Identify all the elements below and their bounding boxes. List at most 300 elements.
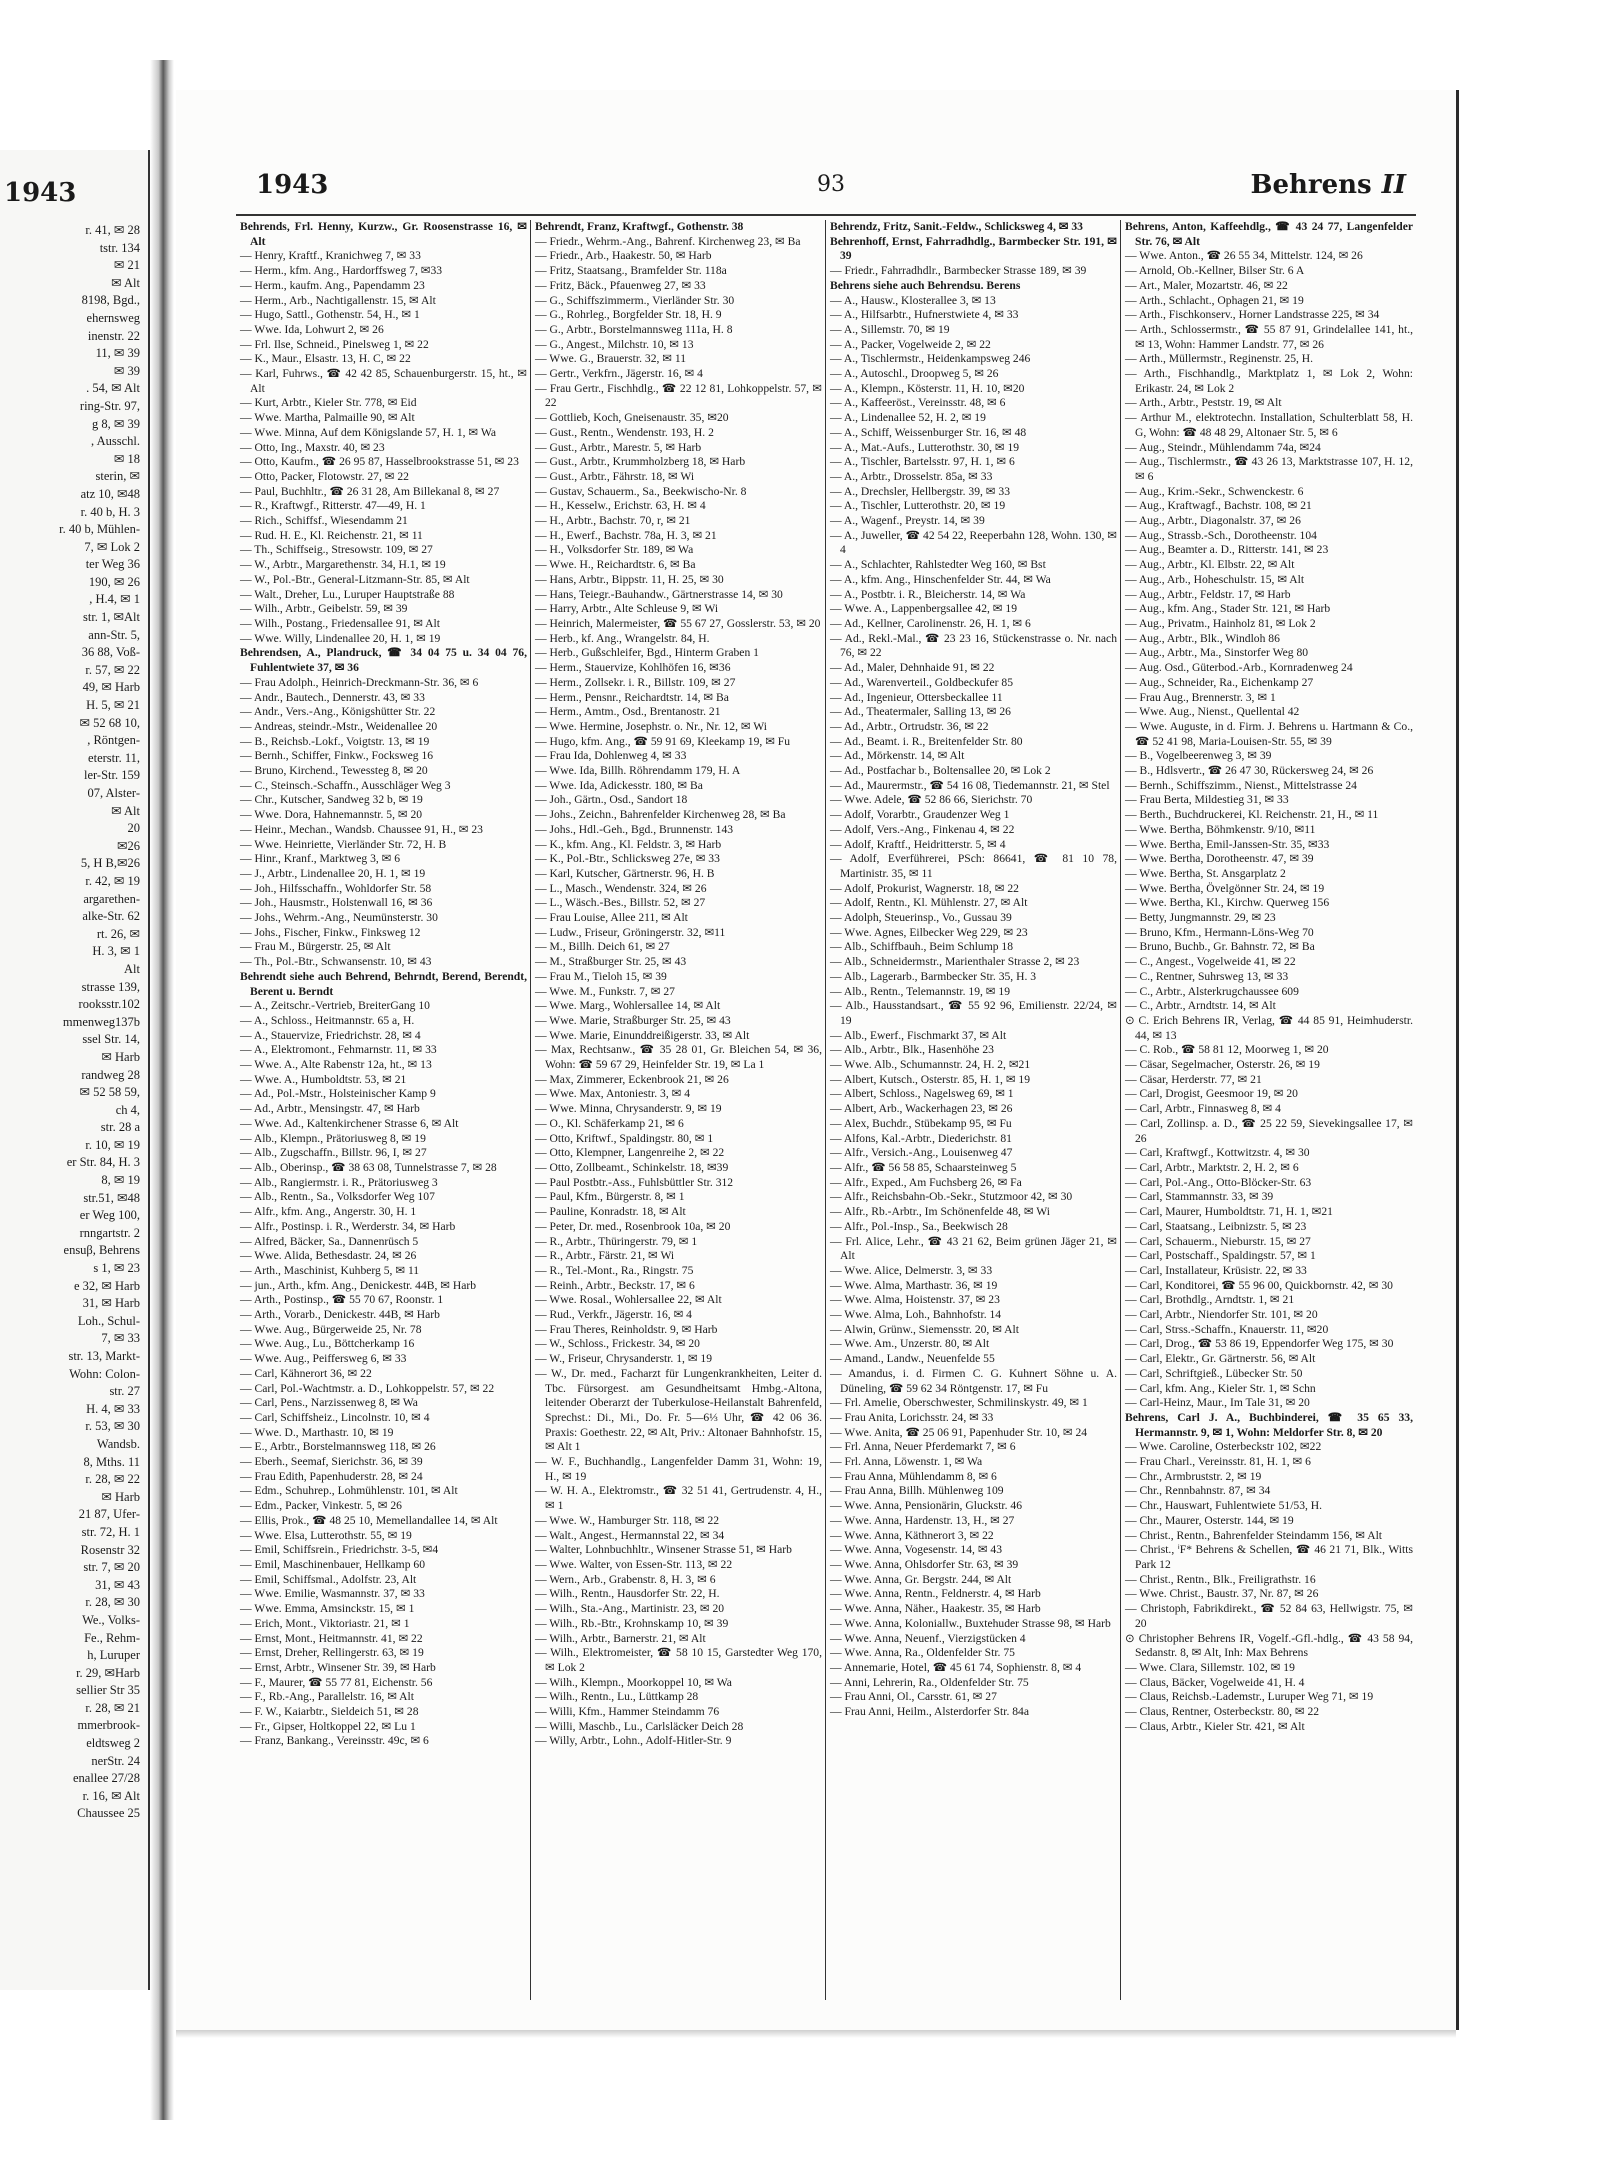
directory-entry: — Alb., Ewerf., Fischmarkt 37, ✉ Alt (830, 1028, 1007, 1042)
directory-entry: — Ad., Theatermaler, Salling 13, ✉ 26 (830, 705, 1011, 719)
directory-entry: — Herm., Pensnr., Reichardtstr. 14, ✉ Ba (535, 690, 729, 704)
directory-entry: — Otto, Kaufm., ☎ 26 95 87, Hasselbrookstrasse 51, ✉ 23 (240, 455, 519, 469)
directory-entry: — Frl. Ilse, Schneid., Pinelsweg 1, ✉ 22 (240, 337, 429, 351)
directory-entry: — Otto, Ing., Maxstr. 40, ✉ 23 (240, 440, 385, 454)
directory-entry: — Wwe. Bertha, Övelgönner Str. 24, ✉ 19 (1125, 881, 1325, 895)
directory-entry: — A., Drechsler, Hellbergstr. 39, ✉ 33 (830, 484, 1011, 498)
directory-entry: — Aug., Tischlermstr., ☎ 43 26 13, Marktstrasse 107, H. 12, ✉ 6 (1125, 455, 1413, 483)
facing-page-fragment: ring-Str. 97, (79, 398, 140, 413)
directory-entry: — Albert, Arb., Wackerhagen 23, ✉ 26 (830, 1102, 1013, 1116)
directory-entry: — Frau Adolph., Heinrich-Dreckmann-Str. 36, ✉ 6 (240, 675, 479, 689)
directory-entry: — W. F., Buchhandlg., Langenfelder Damm 31, Wohn: 19, H., ✉ 19 (535, 1455, 822, 1483)
directory-entry: Behrens siehe auch Behrendsu. Berens (830, 278, 1021, 292)
directory-entry: — H., Volksdorfer Str. 189, ✉ Wa (535, 543, 694, 557)
directory-entry: — Heinrich, Malermeister, ☎ 55 67 27, Gosslerstr. 53, ✉ 20 (535, 616, 821, 630)
facing-page-fragment: r. 40 b, Mühlen- (59, 522, 140, 537)
directory-entry: — M., Billh. Deich 61, ✉ 27 (535, 940, 670, 954)
facing-page-fragment: h, Luruper (87, 1648, 140, 1663)
facing-page-fragment: mmenweg137b (62, 1014, 140, 1029)
directory-entry: — A., Wagenf., Preystr. 14, ✉ 39 (830, 514, 985, 528)
directory-entry: — Aug., Krim.-Sekr., Schwenckestr. 6 (1125, 484, 1304, 498)
directory-entry: — Frau Aug., Brennerstr. 3, ✉ 1 (1125, 690, 1276, 704)
directory-entry: — A., Packer, Vogelweide 2, ✉ 22 (830, 337, 991, 351)
directory-entry: — Arnold, Ob.-Kellner, Bilser Str. 6 A (1125, 264, 1305, 278)
directory-entry: — Wilh., Rentn., Hausdorfer Str. 22, H. (535, 1587, 720, 1601)
directory-entry: — Ad., Postfachar b., Boltensallee 20, ✉ Lok 2 (830, 764, 1051, 778)
directory-entry: — Ad., Maurermstr., ☎ 54 16 08, Tiedemannstr. 21, ✉ Stel (830, 778, 1110, 792)
directory-entry: — Willi, Kfm., Hammer Steindamm 76 (535, 1705, 720, 1719)
directory-entry: — Carl, Strss.-Schaffn., Knauerstr. 11, ✉20 (1125, 1322, 1329, 1336)
facing-page-fragment: Alt (124, 961, 140, 976)
directory-entry: — Carl, Drogist, Geesmoor 19, ✉ 20 (1125, 1087, 1298, 1101)
facing-page-fragment: 11, ✉ 39 (95, 346, 140, 361)
directory-entry: — Ad., Pol.-Mstr., Holsteinischer Kamp 9 (240, 1087, 436, 1101)
directory-entry: — K., Pol.-Btr., Schlicksweg 27e, ✉ 33 (535, 852, 720, 866)
column-4 (1121, 220, 1416, 2000)
directory-entry: — Aug., Steindr., Mühlendamm 74a, ✉24 (1125, 440, 1321, 454)
directory-entry: — Carl, Elektr., Gr. Gärtnerstr. 56, ✉ Alt (1125, 1352, 1316, 1366)
directory-entry: — Herm., Stauervize, Kohlhöfen 16, ✉36 (535, 661, 731, 675)
directory-entry: — R., Arbtr., Färstr. 21, ✉ Wi (535, 1249, 675, 1263)
facing-page-fragments (0, 222, 140, 1823)
directory-entry: — Carl, Schauerm., Nieburstr. 15, ✉ 27 (1125, 1234, 1311, 1248)
directory-entry: — Alb., Rentn., Sa., Volksdorfer Weg 107 (240, 1190, 435, 1204)
directory-entry: — A., Sillemstr. 70, ✉ 19 (830, 322, 950, 336)
directory-entry: — Johs., Hdl.-Geh., Bgd., Brunnenstr. 143 (535, 822, 734, 836)
facing-page-fragment: eldtsweg 2 (86, 1736, 140, 1751)
facing-page-fragment: atz 10, ✉48 (80, 486, 140, 501)
facing-page-fragment: H. 3, ✉ 1 (92, 944, 140, 959)
directory-entry: — A., Hausw., Klosterallee 3, ✉ 13 (830, 293, 996, 307)
directory-entry: — Otto, Zollbeamt., Schinkelstr. 18, ✉39 (535, 1161, 729, 1174)
directory-entry: — Wwe. Bertha, St. Ansgarplatz 2 (1125, 866, 1286, 880)
directory-entry: — A., Zeitschr.-Vertrieb, BreiterGang 10 (240, 999, 430, 1013)
directory-entry: — Ad., Warenverteil., Goldbeckufer 85 (830, 675, 1014, 689)
directory-entry: — Arth., Fischhandlg., Marktplatz 1, ✉ Lok 2, Wohn: Erikastr. 24, ✉ Lok 2 (1125, 367, 1413, 395)
directory-entry: — Alex, Buchdr., Stübekamp 95, ✉ Fu (830, 1116, 1012, 1130)
directory-entry: — Hugo, kfm. Ang., ☎ 59 91 69, Kleekamp 19, ✉ Fu (535, 734, 791, 748)
directory-entry: — Chr., Armbruststr. 2, ✉ 19 (1125, 1469, 1262, 1483)
directory-entry: — Wwe. Heinriette, Vierländer Str. 72, H. B (240, 837, 447, 851)
directory-entry: — Alfr., Rb.-Arbtr., Im Schönenfelde 48, ✉ Wi (830, 1205, 1050, 1219)
directory-entry: — Frl. Alice, Lehr., ☎ 43 21 62, Beim grünen Jäger 21, ✉ Alt (830, 1234, 1117, 1263)
directory-entry: — G., Schiffszimmerm., Vierländer Str. 30 (535, 293, 735, 307)
facing-page-fragment: r. 42, ✉ 19 (85, 873, 140, 888)
directory-entry: — Aug., Arbtr., Feldstr. 17, ✉ Harb (1125, 587, 1291, 601)
directory-entry: — Wwe. Martha, Palmaille 90, ✉ Alt (240, 411, 415, 425)
facing-page-fragment: r. 28, ✉ 21 (85, 1700, 140, 1715)
directory-entry: — Carl, Arbtr., Niendorfer Str. 101, ✉ 20 (1125, 1308, 1318, 1322)
facing-page-fragment: tstr. 134 (99, 240, 140, 255)
directory-entry: — Frau Berta, Mildestieg 31, ✉ 33 (1125, 793, 1289, 807)
directory-entry: — C., Arbtr., Arndtstr. 14, ✉ Alt (1125, 999, 1276, 1013)
facing-page-fragment: 36 88, Voß- (81, 645, 140, 660)
directory-entry: — Th., Pol.-Btr., Schwansenstr. 10, ✉ 43 (240, 955, 432, 969)
directory-entry: — F. W., Kaiarbtr., Sieldeich 51, ✉ 28 (240, 1705, 419, 1719)
directory-entry: — Wwe. Anna, Ohlsdorfer Str. 63, ✉ 39 (830, 1557, 1019, 1571)
directory-entry: — Frau M., Tieloh 15, ✉ 39 (535, 969, 667, 983)
facing-page-fragment: 20 (127, 821, 140, 836)
directory-entry: — Alb., Klempn., Prätoriusweg 8, ✉ 19 (240, 1131, 426, 1145)
directory-entry: — J., Arbtr., Lindenallee 20, H. 1, ✉ 19 (240, 866, 426, 880)
directory-entry: — Hugo, Sattl., Gothenstr. 54, H., ✉ 1 (240, 308, 420, 322)
directory-entry: — Willy, Arbtr., Lohn., Adolf-Hitler-Str. 9 (535, 1734, 732, 1748)
directory-entry: — Frau Louise, Allee 211, ✉ Alt (535, 911, 688, 925)
directory-entry: — Wilh., Arbtr., Barnerstr. 21, ✉ Alt (535, 1631, 706, 1645)
facing-page-fragment: Rosenstr 32 (80, 1542, 140, 1557)
directory-entry: — Wwe. Dora, Hahnemannstr. 5, ✉ 20 (240, 808, 423, 822)
directory-entry: — Alb., Oberinsp., ☎ 38 63 08, Tunnelstrasse 7, ✉ 28 (240, 1161, 497, 1174)
directory-entry: — R., Kraftwgf., Ritterstr. 47—49, H. 1 (240, 499, 426, 513)
directory-entry: — W. H. A., Elektromstr., ☎ 32 51 41, Gertrudenstr. 4, H., ✉ 1 (535, 1484, 822, 1513)
directory-entry: — Carl, Schiffsheiz., Lincolnstr. 10, ✉ 4 (240, 1410, 430, 1424)
directory-entry: — Wwe. Bertha, Emil-Janssen-Str. 35, ✉33 (1125, 837, 1330, 851)
directory-entry: — Carl, Installateur, Krüsistr. 22, ✉ 33 (1125, 1263, 1307, 1277)
directory-entry: — Herm., kfm. Ang., Hardorffsweg 7, ✉33 (240, 264, 443, 278)
directory-entry: Behrendsen, A., Plandruck, ☎ 34 04 75 u. 34 04 76, Fuhlentwiete 37, ✉ 36 (240, 646, 527, 675)
directory-entry: — Carl-Heinz, Maur., Im Tale 31, ✉ 20 (1125, 1396, 1310, 1410)
directory-entry: — A., Autoschl., Droopweg 5, ✉ 26 (830, 367, 999, 381)
facing-page-fragment: 49, ✉ Harb (82, 680, 140, 695)
directory-entry: — B., Hdlsvertr., ☎ 26 47 30, Rückersweg 24, ✉ 26 (1125, 764, 1374, 778)
page-shadow (176, 2030, 1456, 2038)
facing-page-fragment: ✉26 (117, 838, 140, 853)
directory-entry: — Wwe. Alma, Loh., Bahnhofstr. 14 (830, 1308, 1002, 1322)
directory-entry: — Bruno, Kirchend., Tewessteg 8, ✉ 20 (240, 764, 428, 778)
directory-entry: — Aug., Kraftwagf., Bachstr. 108, ✉ 21 (1125, 499, 1312, 513)
directory-entry: — Wwe. Clara, Sillemstr. 102, ✉ 19 (1125, 1660, 1295, 1674)
volume-number: II (1381, 170, 1406, 200)
directory-entry: — Edm., Schuhrep., Lohmühlenstr. 101, ✉ Alt (240, 1484, 458, 1498)
directory-entry: — Wwe. W., Hamburger Str. 118, ✉ 22 (535, 1513, 720, 1527)
directory-entry: — Wwe. Ida, Lohwurt 2, ✉ 26 (240, 322, 384, 336)
directory-entry: — Wwe. Marie, Einunddreißigerstr. 33, ✉ Alt (535, 1028, 750, 1042)
directory-entry: — A., Elektromont., Fehmarnstr. 11, ✉ 33 (240, 1043, 437, 1057)
directory-entry: — Frau Edith, Papenhuderstr. 28, ✉ 24 (240, 1469, 423, 1483)
directory-entry: — Alfons, Kal.-Arbtr., Diederichstr. 81 (830, 1131, 1012, 1145)
directory-entry: — Claus, Rentner, Osterbeckstr. 80, ✉ 22 (1125, 1705, 1320, 1719)
directory-entry: — Adolf, Rentn., Kl. Mühlenstr. 27, ✉ Alt (830, 896, 1028, 910)
directory-entry: ⊙ C. Erich Behrens IR, Verlag, ☎ 44 85 91, Heimhuderstr. 44, ✉ 13 (1125, 1013, 1413, 1042)
directory-entry: — Gertr., Verkfrn., Jägerstr. 16, ✉ 4 (535, 367, 703, 381)
directory-entry: — Carl, Schriftgieß., Lübecker Str. 50 (1125, 1366, 1303, 1380)
directory-entry: — A., Tischler, Lutterothstr. 20, ✉ 19 (830, 499, 1006, 513)
directory-entry: — Anni, Lehrerin, Ra., Oldenfelder Str. 75 (830, 1675, 1029, 1689)
directory-entry: — Adolf, Prokurist, Wagnerstr. 18, ✉ 22 (830, 881, 1019, 895)
facing-page-fragment: r. 53, ✉ 30 (85, 1419, 140, 1434)
directory-entry: — Adolph, Steuerinsp., Vo., Gussau 39 (830, 911, 1012, 925)
directory-entry: — Alfred, Bäcker, Sa., Dannenrüsch 5 (240, 1234, 419, 1248)
directory-entry: — Frl. Anna, Neuer Pferdemarkt 7, ✉ 6 (830, 1440, 1016, 1454)
directory-entry: — Frau Anna, Mühlendamm 8, ✉ 6 (830, 1469, 997, 1483)
header-rule (236, 214, 1416, 216)
directory-entry: — Carl, Drog., ☎ 53 86 19, Eppendorfer Weg 175, ✉ 30 (1125, 1337, 1394, 1351)
directory-entry: — Otto, Klempner, Langenreihe 2, ✉ 22 (535, 1146, 725, 1160)
directory-entry: — Wwe. Am., Unzerstr. 80, ✉ Alt (830, 1337, 990, 1351)
directory-entry: — C., Arbtr., Alsterkrugchaussee 609 (1125, 984, 1299, 998)
directory-entry: — Gust., Arbtr., Krummholzberg 18, ✉ Harb (535, 455, 746, 469)
directory-entry: — Wwe. Bertha, Dorotheenstr. 47, ✉ 39 (1125, 852, 1314, 866)
facing-page-fragment: str. 28 a (100, 1120, 140, 1135)
directory-entry: — Chr., Kutscher, Sandweg 32 b, ✉ 19 (240, 793, 423, 807)
directory-entry: — Walter, Lohnbuchhltr., Winsener Strasse 51, ✉ Harb (535, 1543, 792, 1557)
column-2 (531, 220, 826, 2000)
directory-entry: — C., Rentner, Suhrsweg 13, ✉ 33 (1125, 969, 1289, 983)
directory-entry: — Wwe. G., Brauerstr. 32, ✉ 11 (535, 352, 687, 366)
directory-entry: — W., Friseur, Chrysanderstr. 1, ✉ 19 (535, 1352, 713, 1366)
directory-entry: — G., Arbtr., Borstelmannsweg 111a, H. 8 (535, 322, 733, 336)
directory-entry: — Wwe. Minna, Chrysanderstr. 9, ✉ 19 (535, 1102, 722, 1116)
directory-entry: — Carl, Maurer, Humboldtstr. 71, H. 1, ✉21 (1125, 1205, 1333, 1219)
facing-page-fragment: ✉ Alt (111, 275, 140, 290)
directory-entry: — Wwe. Aug., Peiffersweg 6, ✉ 33 (240, 1352, 407, 1366)
directory-entry: — Ad., Beamt. i. R., Breitenfelder Str. 80 (830, 734, 1023, 748)
directory-entry: — Chr., Hauswart, Fuhlentwiete 51/53, H. (1125, 1499, 1323, 1513)
directory-entry: — Carl, Staatsang., Leibnizstr. 5, ✉ 23 (1125, 1219, 1307, 1233)
directory-entry: — Frau Anna, Billh. Mühlenweg 109 (830, 1484, 1004, 1498)
directory-entry: — Ellis, Prok., ☎ 48 25 10, Memellandallee 14, ✉ Alt (240, 1513, 498, 1527)
directory-entry: — Rud. H. E., Kl. Reichenstr. 21, ✉ 11 (240, 528, 423, 542)
directory-entry: — Frl. Amelie, Oberschwester, Schmilinskystr. 49, ✉ 1 (830, 1396, 1088, 1410)
directory-entry: — Wwe. Anton., ☎ 26 55 34, Mittelstr. 124, ✉ 26 (1125, 249, 1363, 263)
directory-entry: — W., Dr. med., Facharzt für Lungenkrankheiten, Leiter d. Tbc. Fürsorgest. am Gesundheitsamt Hmbg.-Altona, leitender Oberarzt der Tuberkulose-Heilanstalt Bahrenfeld, Sprechst.: Di., Mi., Do. Fr. 5—6⅓ Uhr, ☎ 42 06 36. Praxis: Goethestr. 22, ✉ Alt, Priv.: Altonaer Bahnhofstr. 15, ✉ Alt 1 (535, 1366, 822, 1454)
directory-entry: — Wwe. D., Marthastr. 10, ✉ 19 (240, 1425, 394, 1439)
directory-entry: — B., Reichsb.-Lokf., Voigtstr. 13, ✉ 19 (240, 734, 430, 748)
directory-entry: — Wilh., Rb.-Btr., Krohnskamp 10, ✉ 39 (535, 1616, 729, 1630)
directory-entry: — Wwe. Max, Antoniestr. 3, ✉ 4 (535, 1087, 691, 1101)
directory-entry: — Wwe. Alida, Bethesdastr. 24, ✉ 26 (240, 1249, 417, 1263)
directory-entry: — Pauline, Konradstr. 18, ✉ Alt (535, 1205, 686, 1219)
facing-page-fragment: 5, H B,✉26 (80, 856, 140, 871)
facing-page-fragment: . 54, ✉ Alt (86, 381, 140, 396)
directory-entry: — Franz, Bankang., Vereinsstr. 49c, ✉ 6 (240, 1734, 429, 1748)
directory-entry: — Wwe. Marg., Wohlersallee 14, ✉ Alt (535, 999, 721, 1013)
directory-entry: — Wwe. A., Lappenbergsallee 42, ✉ 19 (830, 602, 1018, 616)
facing-page-fragment: str. 72, H. 1 (81, 1524, 140, 1539)
facing-page-fragment: str.51, ✉48 (83, 1190, 140, 1205)
facing-page-fragment: 8, ✉ 19 (101, 1173, 140, 1188)
directory-entry: — Harry, Arbtr., Alte Schleuse 9, ✉ Wi (535, 602, 719, 616)
directory-entry: — Alfr., kfm. Ang., Angerstr. 30, H. 1 (240, 1205, 417, 1219)
column-1 (236, 220, 531, 2000)
directory-page (176, 90, 1459, 2030)
directory-entry: — H., Kesselw., Erichstr. 63, H. ✉ 4 (535, 499, 706, 513)
directory-entry: — Wwe. Anna, Neuenf., Vierzigstücken 4 (830, 1631, 1026, 1645)
directory-entry: — Claus, Bäcker, Vogelweide 41, H. 4 (1125, 1675, 1305, 1689)
facing-page-fragment: rooksstr.102 (78, 997, 140, 1012)
directory-entry: — Carl, Brothdlg., Arndtstr. 1, ✉ 21 (1125, 1293, 1295, 1307)
facing-page-fragment: 07, Alster- (87, 786, 140, 800)
directory-entry: — Alfr., ☎ 56 58 85, Schaarsteinweg 5 (830, 1161, 1017, 1174)
facing-page-fragment: s 1, ✉ 23 (93, 1261, 140, 1276)
facing-page-fragment: r. 10, ✉ 19 (85, 1137, 140, 1152)
directory-entry: — Wwe. Bertha, Böhmkenstr. 9/10, ✉11 (1125, 822, 1316, 836)
facing-page-fragment: ✉ 39 (113, 363, 140, 378)
facing-page-fragment: ssel Str. 14, (82, 1032, 140, 1047)
directory-entry: — Wwe. Marie, Straßburger Str. 25, ✉ 43 (535, 1013, 731, 1027)
directory-entry: — Alb., Zugschaffn., Billstr. 96, I, ✉ 27 (240, 1146, 427, 1160)
directory-entry: — jun., Arth., kfm. Ang., Denickestr. 44B, ✉ Harb (240, 1278, 477, 1292)
directory-entry: — Wilh., Klempn., Moorkoppel 10, ✉ Wa (535, 1675, 732, 1689)
facing-page-year: 1943 (4, 178, 77, 208)
directory-entry: — Hinr., Kranf., Marktweg 3, ✉ 6 (240, 852, 401, 866)
directory-entry: — Cäsar, Segelmacher, Osterstr. 26, ✉ 19 (1125, 1058, 1320, 1072)
directory-entry: — Arth., Fischkonserv., Horner Landstrasse 225, ✉ 34 (1125, 308, 1380, 322)
directory-entry: — Gustav, Schauerm., Sa., Beekwischo-Nr. 8 (535, 484, 747, 498)
running-head (1250, 170, 1406, 200)
facing-page-fragment: , Röntgen- (87, 733, 140, 748)
directory-entry: — Wwe. Aug., Nienst., Quellental 42 (1125, 705, 1300, 719)
directory-entry: — Aug. Osd., Güterbod.-Arb., Kornradenweg 24 (1125, 661, 1353, 675)
directory-entry: — Wwe. Anita, ☎ 25 06 91, Papenhuder Str. 10, ✉ 24 (830, 1425, 1088, 1439)
directory-entry: — Wwe. Alice, Delmerstr. 3, ✉ 33 (830, 1263, 993, 1277)
directory-entry: — O., Kl. Schäferkamp 21, ✉ 6 (535, 1116, 684, 1130)
directory-entry: — Arth., Schlacht., Ophagen 21, ✉ 19 (1125, 293, 1304, 307)
directory-entry: — Herm., kaufm. Ang., Papendamm 23 (240, 278, 425, 292)
directory-entry: — Paul, Kfm., Bürgerstr. 8, ✉ 1 (535, 1190, 685, 1204)
directory-entry: — Walt., Angest., Hermannstal 22, ✉ 34 (535, 1528, 725, 1542)
directory-entry: — Carl, Pol.-Wachtmstr. a. D., Lohkoppelstr. 57, ✉ 22 (240, 1381, 495, 1395)
directory-entry: — Alb., Schiffbauh., Beim Schlump 18 (830, 940, 1014, 954)
directory-entry: — Wwe. Emma, Amsinckstr. 15, ✉ 1 (240, 1602, 415, 1616)
directory-entry: — Otto, Packer, Flotowstr. 27, ✉ 22 (240, 469, 409, 483)
directory-entry: — Hans, Arbtr., Bippstr. 11, H. 25, ✉ 30 (535, 572, 724, 586)
facing-page-fragment: ✉ 52 58 59, (79, 1085, 140, 1100)
directory-entry: — A., Schiff, Weissenburger Str. 16, ✉ 48 (830, 425, 1027, 439)
facing-page-fragment: We., Volks- (82, 1612, 140, 1627)
directory-entry: — C. Rob., ☎ 58 81 12, Moorweg 1, ✉ 20 (1125, 1043, 1329, 1057)
directory-entry: — K., Maur., Elsastr. 13, H. C, ✉ 22 (240, 352, 411, 366)
directory-entry: — Th., Schiffseig., Stresowstr. 109, ✉ 27 (240, 543, 433, 557)
directory-entry: — Bernh., Schiffer, Finkw., Focksweg 16 (240, 749, 434, 763)
directory-entry: — Wwe. Ad., Kaltenkirchener Strasse 6, ✉ Alt (240, 1116, 459, 1130)
facing-page-fragment: str. 13, Markt- (68, 1349, 140, 1363)
directory-entry: — Ad., Mörkenstr. 14, ✉ Alt (830, 749, 965, 763)
directory-entry: — Alfr., Versich.-Ang., Louisenweg 47 (830, 1146, 1013, 1160)
page-year: 1943 (256, 170, 329, 200)
facing-page-fragment: ehernsweg (86, 310, 140, 325)
directory-entry: — Wwe. Anna, Gr. Bergstr. 244, ✉ Alt (830, 1572, 1012, 1586)
directory-entry: — Frl. Anna, Löwenstr. 1, ✉ Wa (830, 1455, 983, 1469)
directory-entry: — Paul, Buchhltr., ☎ 26 31 28, Am Billekanal 8, ✉ 27 (240, 484, 500, 498)
directory-entry: — L., Masch., Wendenstr. 324, ✉ 26 (535, 881, 707, 895)
directory-entry: — Rud., Verkfr., Jägerstr. 16, ✉ 4 (535, 1308, 692, 1322)
directory-entry: — Rich., Schiffsf., Wiesendamm 21 (240, 514, 408, 528)
facing-page-fragment: ✉ 52 68 10, (79, 715, 140, 730)
directory-entry: — Erich, Mont., Viktoriastr. 21, ✉ 1 (240, 1616, 410, 1630)
directory-entry: — Alb., Rangiermstr. i. R., Prätoriusweg 3 (240, 1175, 438, 1189)
directory-entry: — Gust., Arbtr., Marestr. 5, ✉ Harb (535, 440, 702, 454)
facing-page-fragment: r. 41, ✉ 28 (85, 223, 140, 237)
directory-entry: — Wwe. Walter, von Essen-Str. 113, ✉ 22 (535, 1557, 733, 1571)
directory-entry: — Wilh., Arbtr., Geibelstr. 59, ✉ 39 (240, 602, 408, 616)
directory-entry: — Chr., Maurer, Osterstr. 144, ✉ 19 (1125, 1513, 1294, 1527)
directory-entry: — Frau Anni, Heilm., Alsterdorfer Str. 84a (830, 1705, 1030, 1719)
directory-entry: — Art., Maler, Mozartstr. 46, ✉ 22 (1125, 278, 1288, 292)
directory-entry: — Karl, Kutscher, Gärtnerstr. 96, H. B (535, 866, 715, 880)
directory-entry: — Peter, Dr. med., Rosenbrook 10a, ✉ 20 (535, 1219, 731, 1233)
facing-page-fragment: H. 4, ✉ 33 (86, 1401, 140, 1416)
facing-page-fragment: alke-Str. 62 (82, 909, 140, 924)
facing-page-fragment: , Ausschl. (91, 434, 140, 449)
facing-page-fragment: g 8, ✉ 39 (92, 416, 140, 431)
directory-entry: — A., Mat.-Aufs., Lutterothstr. 30, ✉ 19 (830, 440, 1020, 454)
directory-entry: — Carl, Stammannstr. 33, ✉ 39 (1125, 1190, 1274, 1204)
directory-entry: — Alb., Lagerarb., Barmbecker Str. 35, H. 3 (830, 969, 1037, 983)
directory-entry: — Wwe. Alma, Marthastr. 36, ✉ 19 (830, 1278, 998, 1292)
directory-entry: — R., Arbtr., Thüringerstr. 79, ✉ 1 (535, 1234, 698, 1248)
directory-entry: — Frau M., Bürgerstr. 25, ✉ Alt (240, 940, 391, 954)
directory-entry: — Gust., Rentn., Wendenstr. 193, H. 2 (535, 425, 714, 439)
directory-entry: — Johs., Wehrm.-Ang., Neumünsterstr. 30 (240, 911, 438, 925)
directory-entry: — Arth., Maschinist, Kuhberg 5, ✉ 11 (240, 1263, 420, 1277)
directory-entry: — K., kfm. Ang., Kl. Feldstr. 3, ✉ Harb (535, 837, 722, 851)
directory-entry: — Joh., Hilfsschaffn., Wohldorfer Str. 58 (240, 881, 432, 895)
directory-entry: — Aug., Privatm., Hainholz 81, ✉ Lok 2 (1125, 616, 1316, 630)
directory-entry: — Carl, Kähnerort 36, ✉ 22 (240, 1366, 372, 1380)
facing-page-fragment: Wandsb. (96, 1436, 140, 1451)
directory-entry: — Wwe. Anna, Näher., Haakestr. 35, ✉ Harb (830, 1602, 1041, 1616)
directory-entry: — W., Pol.-Btr., General-Litzmann-Str. 85, ✉ Alt (240, 572, 470, 586)
directory-entry: — Carl, Postschaff., Spaldingstr. 57, ✉ 1 (1125, 1249, 1316, 1263)
directory-entry: — Wwe. Aug., Lu., Böttcherkamp 16 (240, 1337, 415, 1351)
directory-entry: Behrens, Anton, Kaffeehdlg., ☎ 43 24 77, Langenfelder Str. 76, ✉ Alt (1125, 220, 1413, 248)
directory-entry: — Friedr., Wehrm.-Ang., Bahrenf. Kirchenweg 23, ✉ Ba (535, 234, 801, 248)
directory-entry: — Adolf, Kraftf., Heidritterstr. 5, ✉ 4 (830, 837, 1006, 851)
facing-page-fragment: rt. 26, ✉ (96, 926, 140, 941)
facing-page-fragment: str. 1, ✉Alt (82, 610, 140, 625)
directory-entry: — Alb., Hausstandsart., ☎ 55 92 96, Emilienstr. 22/24, ✉ 19 (830, 999, 1117, 1027)
directory-entry: — B., Vogelbeerenweg 3, ✉ 39 (1125, 749, 1272, 763)
facing-page-fragment: str. 7, ✉ 20 (83, 1560, 140, 1575)
facing-page-fragment: ter Weg 36 (85, 557, 140, 572)
directory-entry: — Alfr., Pol.-Insp., Sa., Beekwisch 28 (830, 1219, 1008, 1233)
directory-entry: — Wwe. Anna, Rentn., Feldnerstr. 4, ✉ Harb (830, 1587, 1041, 1601)
facing-page-fragment: 7, ✉ 33 (101, 1331, 140, 1346)
directory-entry: — Herb., Gußschleifer, Bgd., Hinterm Graben 1 (535, 646, 759, 660)
directory-entry: — C., Angest., Vogelweide 41, ✉ 22 (1125, 955, 1296, 969)
directory-entry: — Hans, Teiegr.-Bauhandw., Gärtnerstrasse 14, ✉ 30 (535, 587, 783, 601)
directory-entry: — Adolf, Vers.-Ang., Finkenau 4, ✉ 22 (830, 822, 1015, 836)
directory-entry: — Max, Zimmerer, Eckenbrook 21, ✉ 26 (535, 1072, 729, 1086)
directory-entry: — Arth., Arbtr., Peststr. 19, ✉ Alt (1125, 396, 1282, 410)
directory-entry: — Aug., Arbtr., Kl. Elbstr. 22, ✉ Alt (1125, 558, 1295, 572)
directory-entry: — A., Lindenallee 52, H. 2, ✉ 19 (830, 411, 986, 425)
facing-page-fragment: r. 57, ✉ 22 (85, 662, 140, 677)
facing-page-fragment: 190, ✉ 26 (88, 574, 140, 589)
directory-entry: — Andreas, steindr.-Mstr., Weidenallee 20 (240, 719, 438, 733)
facing-page-fragment: er Weg 100, (79, 1208, 140, 1223)
directory-entry: — Alb., Rentn., Telemannstr. 19, ✉ 19 (830, 984, 1011, 998)
facing-page-fragment: Wohn: Colon- (69, 1366, 140, 1381)
directory-entry: — Wwe. Alma, Hoistenstr. 37, ✉ 23 (830, 1293, 1000, 1307)
facing-page-fragment: rnngartstr. 2 (79, 1225, 140, 1240)
directory-entry: — Frau Theres, Reinholdstr. 9, ✉ Harb (535, 1322, 718, 1336)
directory-entry: — Bruno, Kfm., Hermann-Löns-Weg 70 (1125, 925, 1314, 939)
directory-entry: — Ad., Arbtr., Mensingstr. 47, ✉ Harb (240, 1102, 420, 1116)
directory-entry: — Albert, Kutsch., Osterstr. 85, H. 1, ✉ 19 (830, 1072, 1031, 1086)
directory-entry: — Adolf, Everführerei, PSch: 86641, ☎ 81 10 78, Martinistr. 35, ✉ 11 (830, 852, 1117, 880)
directory-entry: — Ernst, Arbtr., Winsener Str. 39, ✉ Harb (240, 1660, 436, 1674)
directory-entry: — Aug., Arbtr., Blk., Windloh 86 (1125, 631, 1280, 645)
directory-entry: — Ludw., Friseur, Gröningerstr. 32, ✉11 (535, 925, 726, 939)
directory-entry: — Wwe. Emilie, Wasmannstr. 37, ✉ 33 (240, 1587, 425, 1601)
directory-entry: — Frau Charl., Vereinsstr. 81, H. 1, ✉ 6 (1125, 1455, 1311, 1469)
facing-page-fragment: nerStr. 24 (91, 1753, 140, 1768)
facing-page-fragment: 31, ✉ 43 (95, 1577, 140, 1592)
directory-entry: — Wilh., Rentn., Lu., Lüttkamp 28 (535, 1690, 699, 1704)
directory-entry: — Frau Ida, Dohlenweg 4, ✉ 33 (535, 749, 687, 763)
